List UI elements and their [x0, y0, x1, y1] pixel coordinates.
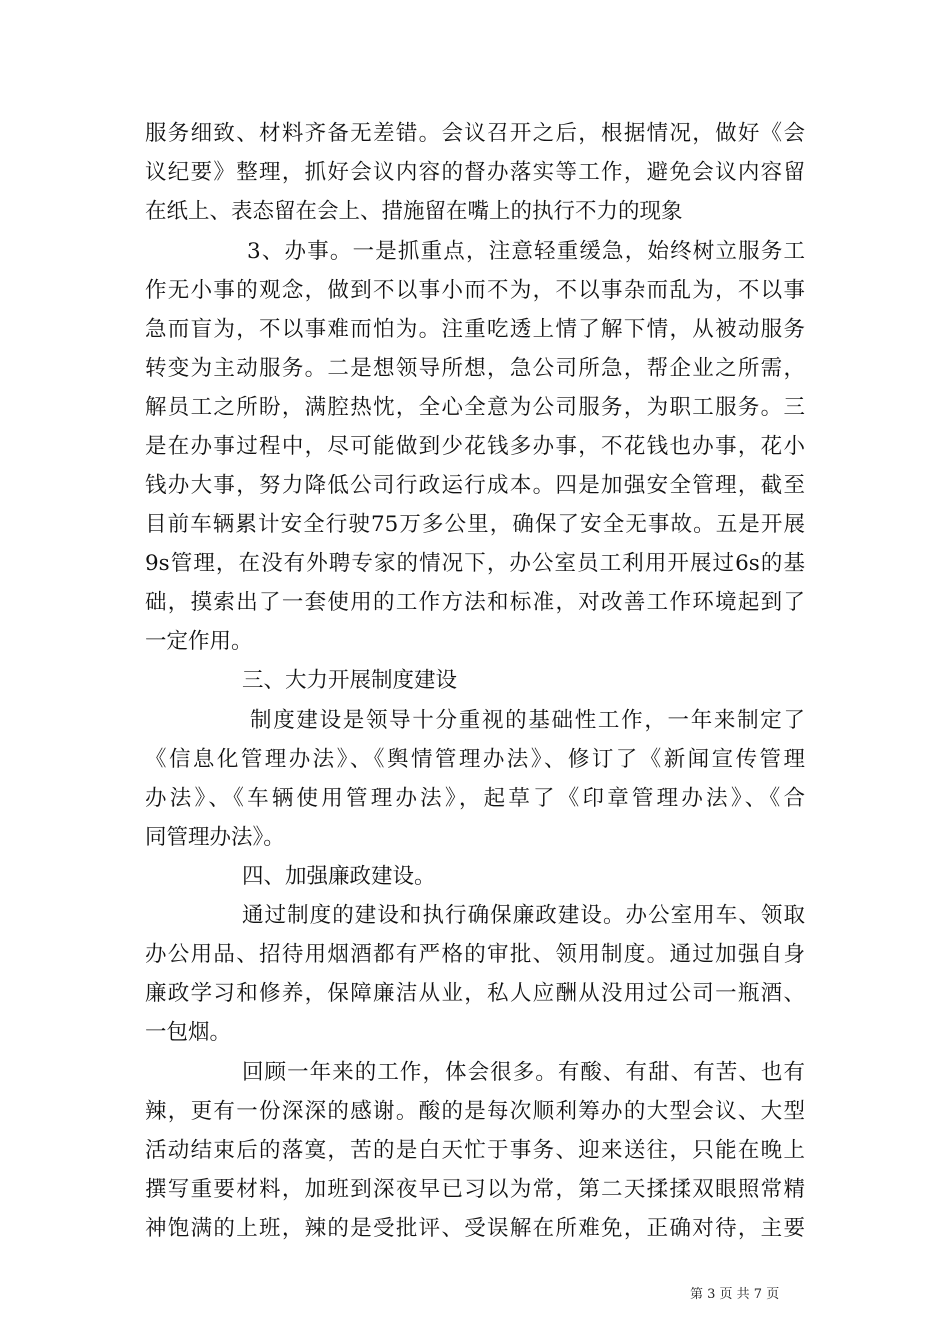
- text-line: 撰写重要材料，加班到深夜早已习以为常，第二天揉揉双眼照常精: [145, 1177, 805, 1202]
- text-line: 作无小事的观念，做到不以事小而不为，不以事杂而乱为，不以事: [145, 278, 805, 303]
- text-line: 在纸上、表态留在会上、措施留在嘴上的执行不力的现象: [145, 199, 683, 224]
- text-line: 础，摸索出了一套使用的工作方法和标准，对改善工作环境起到了: [145, 590, 805, 615]
- text-line: 解员工之所盼，满腔热忱，全心全意为公司服务，为职工服务。三: [145, 395, 805, 420]
- text-line: 目前车辆累计安全行驶75万多公里，确保了安全无事故。五是开展: [145, 512, 805, 537]
- text-line: 活动结束后的落寞，苦的是白天忙于事务、迎来送往，只能在晚上: [145, 1138, 805, 1163]
- text-line: 急而盲为，不以事难而怕为。注重吃透上情了解下情，从被动服务: [145, 317, 805, 342]
- text-line: 办法》、《车辆使用管理办法》，起草了《印章管理办法》、《合: [145, 786, 805, 811]
- text-line: 3、办事。一是抓重点，注意轻重缓急，始终树立服务工: [247, 239, 805, 264]
- text-line: 神饱满的上班，辣的是受批评、受误解在所难免，正确对待，主要: [145, 1216, 805, 1241]
- page-number: 第 3 页 共 7 页: [690, 1287, 780, 1302]
- text-line: 制度建设是领导十分重视的基础性工作，一年来制定了: [250, 708, 805, 733]
- text-line: 《信息化管理办法》、《舆情管理办法》、修订了《新闻宣传管理: [145, 747, 805, 772]
- text-line: 辣，更有一份深深的感谢。酸的是每次顺利筹办的大型会议、大型: [145, 1099, 805, 1124]
- text-line: 一包烟。: [145, 1020, 232, 1045]
- text-line: 廉政学习和修养，保障廉洁从业，私人应酬从没用过公司一瓶酒、: [145, 981, 805, 1006]
- section-heading: 四、加强廉政建设。: [242, 864, 436, 889]
- text-line: 通过制度的建设和执行确保廉政建设。办公室用车、领取: [242, 903, 805, 928]
- text-line: 办公用品、招待用烟酒都有严格的审批、领用制度。通过加强自身: [145, 942, 805, 967]
- text-line: 回顾一年来的工作，体会很多。有酸、有甜、有苦、也有: [242, 1060, 805, 1085]
- text-line: 一定作用。: [145, 629, 253, 654]
- section-heading: 三、大力开展制度建设: [242, 668, 458, 693]
- text-line: 议纪要》整理，抓好会议内容的督办落实等工作，避免会议内容留: [145, 160, 805, 185]
- text-line: 9s管理，在没有外聘专家的情况下，办公室员工利用开展过6s的基: [145, 551, 805, 576]
- text-line: 钱办大事，努力降低公司行政运行成本。四是加强安全管理，截至: [145, 473, 805, 498]
- text-line: 同管理办法》。: [145, 825, 285, 850]
- text-line: 转变为主动服务。二是想领导所想，急公司所急，帮企业之所需，: [145, 356, 805, 381]
- text-line: 是在办事过程中，尽可能做到少花钱多办事，不花钱也办事，花小: [145, 434, 805, 459]
- text-line: 服务细致、材料齐备无差错。会议召开之后，根据情况，做好《会: [145, 121, 805, 146]
